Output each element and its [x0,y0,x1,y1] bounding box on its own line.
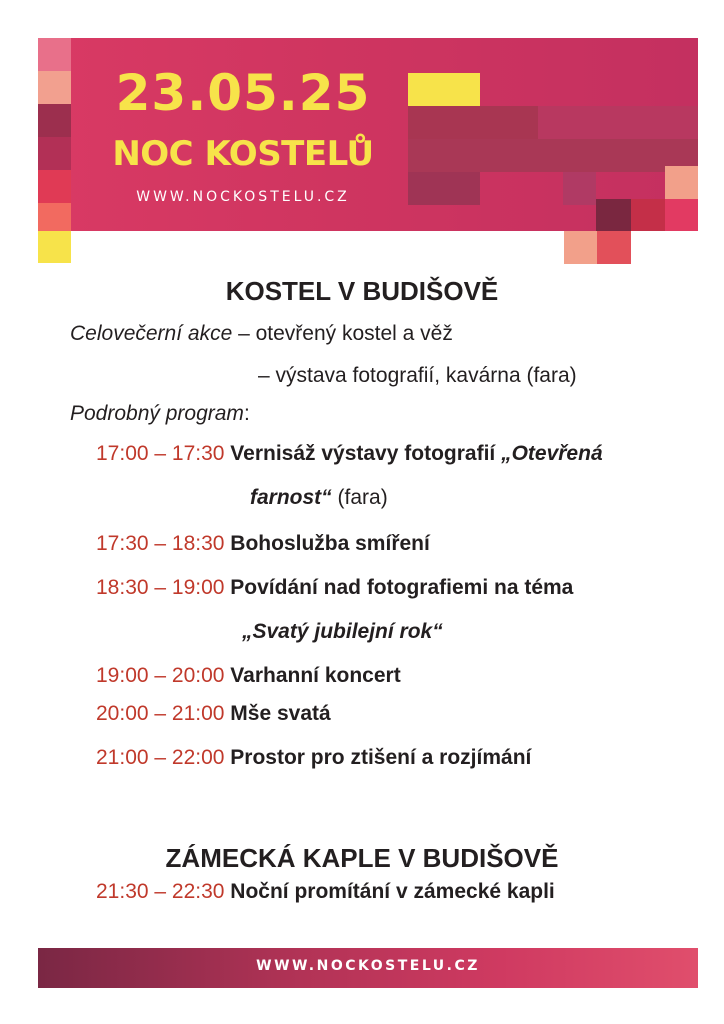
list-item [96,702,331,726]
decor-square [538,106,698,139]
list-item [96,880,555,904]
decor-square [408,106,538,139]
header-banner [38,38,698,231]
event-title: NOC KOSTELŮ [112,134,374,174]
item-time: 20:00 – 21:00 [96,702,225,725]
item-quote: farnost“ [250,486,332,509]
list-item [96,746,531,770]
decor-square [564,231,597,264]
intro-label: Celovečerní akce [70,322,233,345]
item-title: Povídání nad fotografiemi na téma [230,576,574,599]
decor-square [408,139,698,172]
list-item [96,576,573,600]
list-item [96,532,430,556]
item-time: 17:00 – 17:30 [96,442,225,465]
decor-square [38,104,71,137]
decor-square [38,170,71,203]
list-item [96,664,401,688]
item-time: 21:30 – 22:30 [96,880,225,903]
banner-url[interactable]: WWW.NOCKOSTELU.CZ [136,189,350,205]
item-title: Bohoslužba smíření [230,532,430,555]
section-heading-chapel: ZÁMECKÁ KAPLE V BUDIŠOVĚ [165,843,559,873]
decor-square [665,166,698,199]
item-time: 17:30 – 18:30 [96,532,225,555]
item-time: 18:30 – 19:00 [96,576,225,599]
decor-square [38,38,71,71]
program-label: Podrobný program [70,402,244,425]
item-note: (fara) [331,486,388,509]
item-time: 21:00 – 22:00 [96,746,225,769]
item-title: Prostor pro ztišení a rozjímání [230,746,532,769]
list-item-continuation [250,486,388,510]
list-item [96,442,603,466]
intro-text-2: – výstava fotografií, kavárna (fara) [258,364,577,387]
item-title: Noční promítání v zámecké kapli [230,880,555,903]
section-heading-church: KOSTEL V BUDIŠOVĚ [225,276,499,306]
program-label-line: Podrobný program: [70,402,250,425]
decor-square [38,231,71,263]
decor-square [563,172,596,205]
decor-square [408,73,480,106]
item-title: Vernisáž výstavy fotografií [230,442,502,465]
item-quote: „Otevřená [501,442,603,465]
intro-line-1 [70,322,453,346]
decor-square [408,172,480,205]
item-quote: „Svatý jubilejní rok“ [242,620,443,643]
decor-square [631,199,665,231]
item-title: Mše svatá [230,702,331,725]
decor-square [38,203,71,231]
list-item-continuation [242,620,443,644]
item-title: Varhanní koncert [230,664,401,687]
intro-text-1: – otevřený kostel a věž [232,322,453,345]
footer-url[interactable]: WWW.NOCKOSTELU.CZ [256,958,480,974]
decor-square [665,199,698,231]
decor-square [596,199,631,231]
decor-square [38,137,71,170]
decor-square [38,71,71,104]
footer-bar [38,948,698,988]
item-time: 19:00 – 20:00 [96,664,225,687]
event-date: 23.05.25 [115,64,371,122]
decor-square [597,231,631,264]
